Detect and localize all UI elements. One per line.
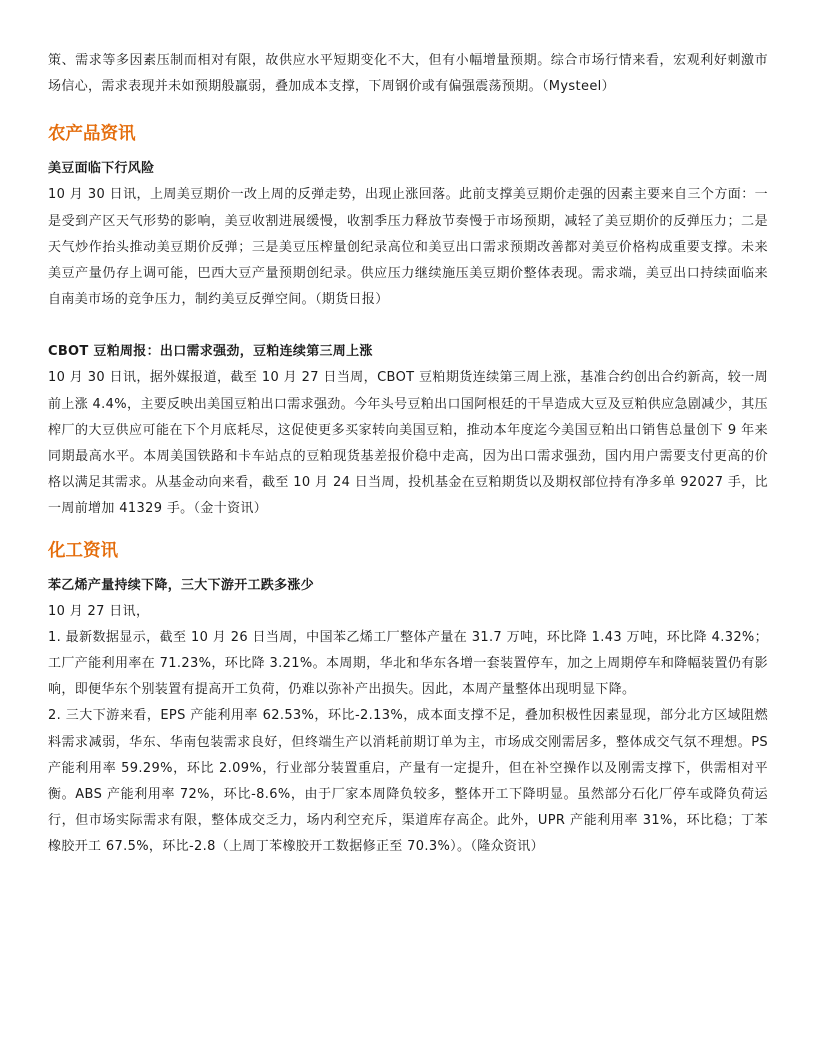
section-agriculture	[48, 122, 768, 522]
article-title: 苯乙烯产量持续下降，三大下游开工跌多涨少	[48, 577, 315, 593]
section-title: 农产品资讯	[48, 124, 136, 145]
spacer	[48, 313, 768, 339]
article-paragraph: 10 月 30 日讯，据外媒报道，截至 10 月 27 日当周，CBOT 豆粕期货连续第三周上涨，基准合约创出合约新高，较一周前上涨 4.4%，主要反映出美国豆粕出口需求强劲。今年头号豆粕出口国阿根廷的干旱造成大豆及豆粕供应急剧减少，其压榨厂的大豆供应可能在下个月底耗尽，这促使更多买家转向美国豆粕，推动本年度迄今美国豆粕出口销售总量创下 9 年来同期最高水平。本周美国铁路和卡车站点的豆粕现货基差报价稳中走高，因为出口需求强劲，国内用户需要支付更高的价格以满足其需求。从基金动向来看，截至 10 月 24 日当周，投机基金在豆粕期货以及期权部位持有净多单 92027 手，比一周前增加 41329 手。（金十资讯）	[48, 370, 768, 517]
article-paragraph: 10 月 27 日讯，	[48, 603, 150, 619]
article-cbot-soymeal	[48, 339, 768, 522]
article-title: 美豆面临下行风险	[48, 161, 155, 177]
section-chemical	[48, 539, 768, 861]
article-paragraph: 1. 最新数据显示，截至 10 月 26 日当周，中国苯乙烯工厂整体产量在 31.7 万吨，环比降 1.43 万吨，环比降 4.32%；工厂产能利用率在 71.23%，环比降 3.21%。本周期，华北和华东各增一套装置停车，加之上周期停车和降幅装置仍有影响，即便华东个别装置有提高开工负荷，仍难以弥补产出损失。因此，本周产量整体出现明显下降。	[48, 629, 768, 698]
article-styrene	[48, 573, 768, 861]
article-paragraph: 2. 三大下游来看，EPS 产能利用率 62.53%，环比-2.13%，成本面支撑不足，叠加积极性因素显现，部分北方区域阻燃料需求减弱，华东、华南包装需求良好，但终端生产以消耗前期订单为主，市场成交刚需居多，整体成交气氛不理想。PS 产能利用率 59.29%，环比 2.09%，行业部分装置重启，产量有一定提升，但在补空操作以及刚需支撑下，供需相对平衡。ABS 产能利用率 72%，环比-8.6%，由于厂家本周降负较多，整体开工下降明显。虽然部分石化厂停车或降负荷运行，但市场实际需求有限，整体成交乏力，场内利空充斥，渠道库存高企。此外，UPR 产能利用率 31%，环比稳；丁苯橡胶开工 67.5%，环比-2.8（上周丁苯橡胶开工数据修正至 70.3%）。（隆众资讯）	[48, 708, 768, 855]
section-title: 化工资讯	[48, 540, 118, 561]
article-soybean-risk	[48, 156, 768, 313]
article-paragraph: 10 月 30 日讯，上周美豆期价一改上周的反弹走势，出现止涨回落。此前支撑美豆期价走强的因素主要来自三个方面：一是受到产区天气形势的影响，美豆收割进展缓慢，收割季压力释放节奏慢于市场预期，减轻了美豆期价的反弹压力；二是天气炒作抬头推动美豆期价反弹；三是美豆压榨量创纪录高位和美豆出口需求预期改善都对美豆价格构成重要支撑。未来美豆产量仍存上调可能，巴西大豆产量预期创纪录。供应压力继续施压美豆期价整体表现。需求端，美豆出口持续面临来自南美市场的竞争压力，制约美豆反弹空间。（期货日报）	[48, 187, 768, 308]
document-body	[48, 48, 768, 861]
article-title: CBOT 豆粕周报：出口需求强劲，豆粕连续第三周上涨	[48, 344, 373, 360]
intro-paragraph: 策、需求等多因素压制而相对有限，故供应水平短期变化不大，但有小幅增量预期。综合市场行情来看，宏观利好刺激市场信心，需求表现并未如预期般羸弱，叠加成本支撑，下周钢价或有偏强震荡预期。（Mysteel）	[48, 53, 768, 95]
